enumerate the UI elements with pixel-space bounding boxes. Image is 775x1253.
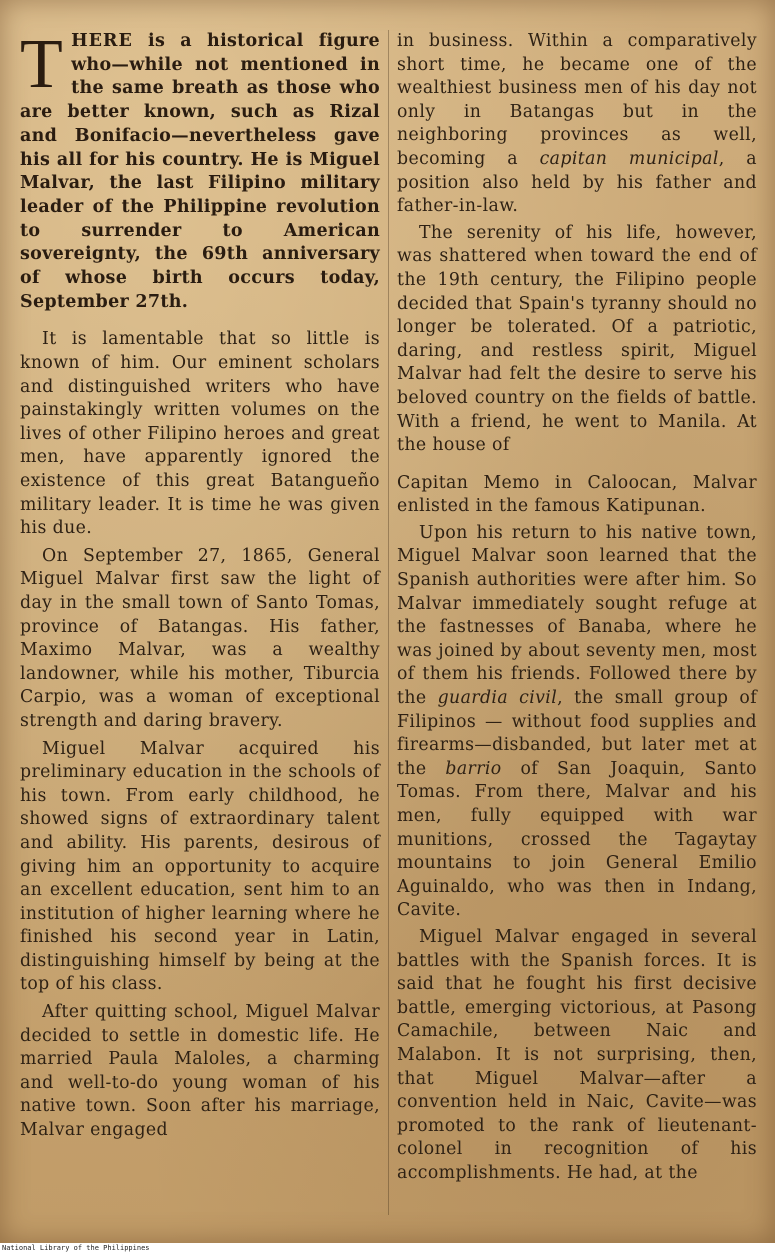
paragraph-katipunan: Capitan Memo in Caloocan, Malvar enlisted in the famous Katipunan. [397,472,757,517]
italic-term: guardia civil [437,688,558,709]
text-segment: , the small group of Filipinos — without food supplies and firearms—disbanded, but later met at the [397,688,757,779]
text-segment: Upon his return to his native town, Miguel Malvar soon learned that the Spanish authorities were after him. So Malvar immediately sought refuge at the fastnesses of Banaba, where he was joined by about seventy men, most of them his friends. Followed there by the [397,522,757,709]
paragraph-return [397,522,757,923]
text-segment: of San Joaquin, Santo Tomas. From there, Malvar and his men, fully equipped with war munitions, crossed the Tagaytay mountains to join General Emilio Aguinaldo, who was then in Indang, Cavite. [397,758,757,921]
drop-cap: T [20,26,64,103]
library-credit: National Library of the Philippines [2,1244,150,1252]
paragraph-education: Miguel Malvar acquired his preliminary education in the schools of his town. From early childhood, he showed signs of extraordinary talent and ability. His parents, desirous of giving him an opportunity to acquire an excellent education, sent him to an institution of higher learning where he finished his second year in Latin, distinguishing himself by being at the top of his class. [20,738,380,995]
paragraph-lamentable: It is lamentable that so little is known of him. Our eminent scholars and distinguished writers who have painstakingly written volumes on the lives of other Filipino heroes and great men, have apparently ignored the existence of this great Batangueño military leader. It is time he was given his due. [20,329,380,539]
text-segment: in business. Within a comparatively short time, he became one of the wealthiest business men of his day not only in Batangas but in the neighboring provinces as well, becoming a [397,31,757,169]
paragraph-business [397,30,757,219]
left-column [20,26,380,1147]
lead-paragraph [20,26,380,314]
right-column [397,30,757,1189]
column-divider [388,30,389,1215]
italic-term: barrio [445,758,502,779]
lead-opening-word: HERE [71,31,133,51]
lead-text: is a historical figure who—while not mentioned in the same breath as those who are better known, such as Rizal and Bonifacio—nevertheless gave his all for his country. He is Miguel Malvar, the last Filipino military leader of the Philippine revolution to surrender to American sovereignty, the 69th anniversary of whose birth occurs today, September 27th. [20,31,380,312]
paragraph-serenity: The serenity of his life, however, was shattered when toward the end of the 19th century, the Filipino people decided that Spain's tyranny should no longer be tolerated. Of a patriotic, daring, and restless spirit, Miguel Malvar had felt the desire to serve his beloved country on the fields of battle. With a friend, he went to Manila. At the house of [397,222,757,456]
paragraph-birth: On September 27, 1865, General Miguel Malvar first saw the light of day in the small town of Santo Tomas, province of Batangas. His father, Maximo Malvar, was a wealthy landowner, while his mother, Tiburcia Carpio, was a woman of exceptional strength and daring bravery. [20,545,380,731]
text-segment: , a position also held by his father and father-in-law. [397,148,757,217]
italic-term: capitan municipal [539,148,719,169]
paragraph-battles: Miguel Malvar engaged in several battles with the Spanish forces. It is said that he fought his first decisive battle, emerging victorious, at Pasong Camachile, between Naic and Malabon. It is not surprising, then, that Miguel Malvar—after a convention held in Naic, Cavite—was promoted to the rank of lieutenant-colonel in recognition of his accomplishments. He had, at the [397,926,757,1183]
paragraph-domestic-life: After quitting school, Miguel Malvar decided to settle in domestic life. He married Paula Maloles, a charming and well-to-do young woman of his native town. Soon after his marriage, Malvar engaged [20,1002,380,1141]
